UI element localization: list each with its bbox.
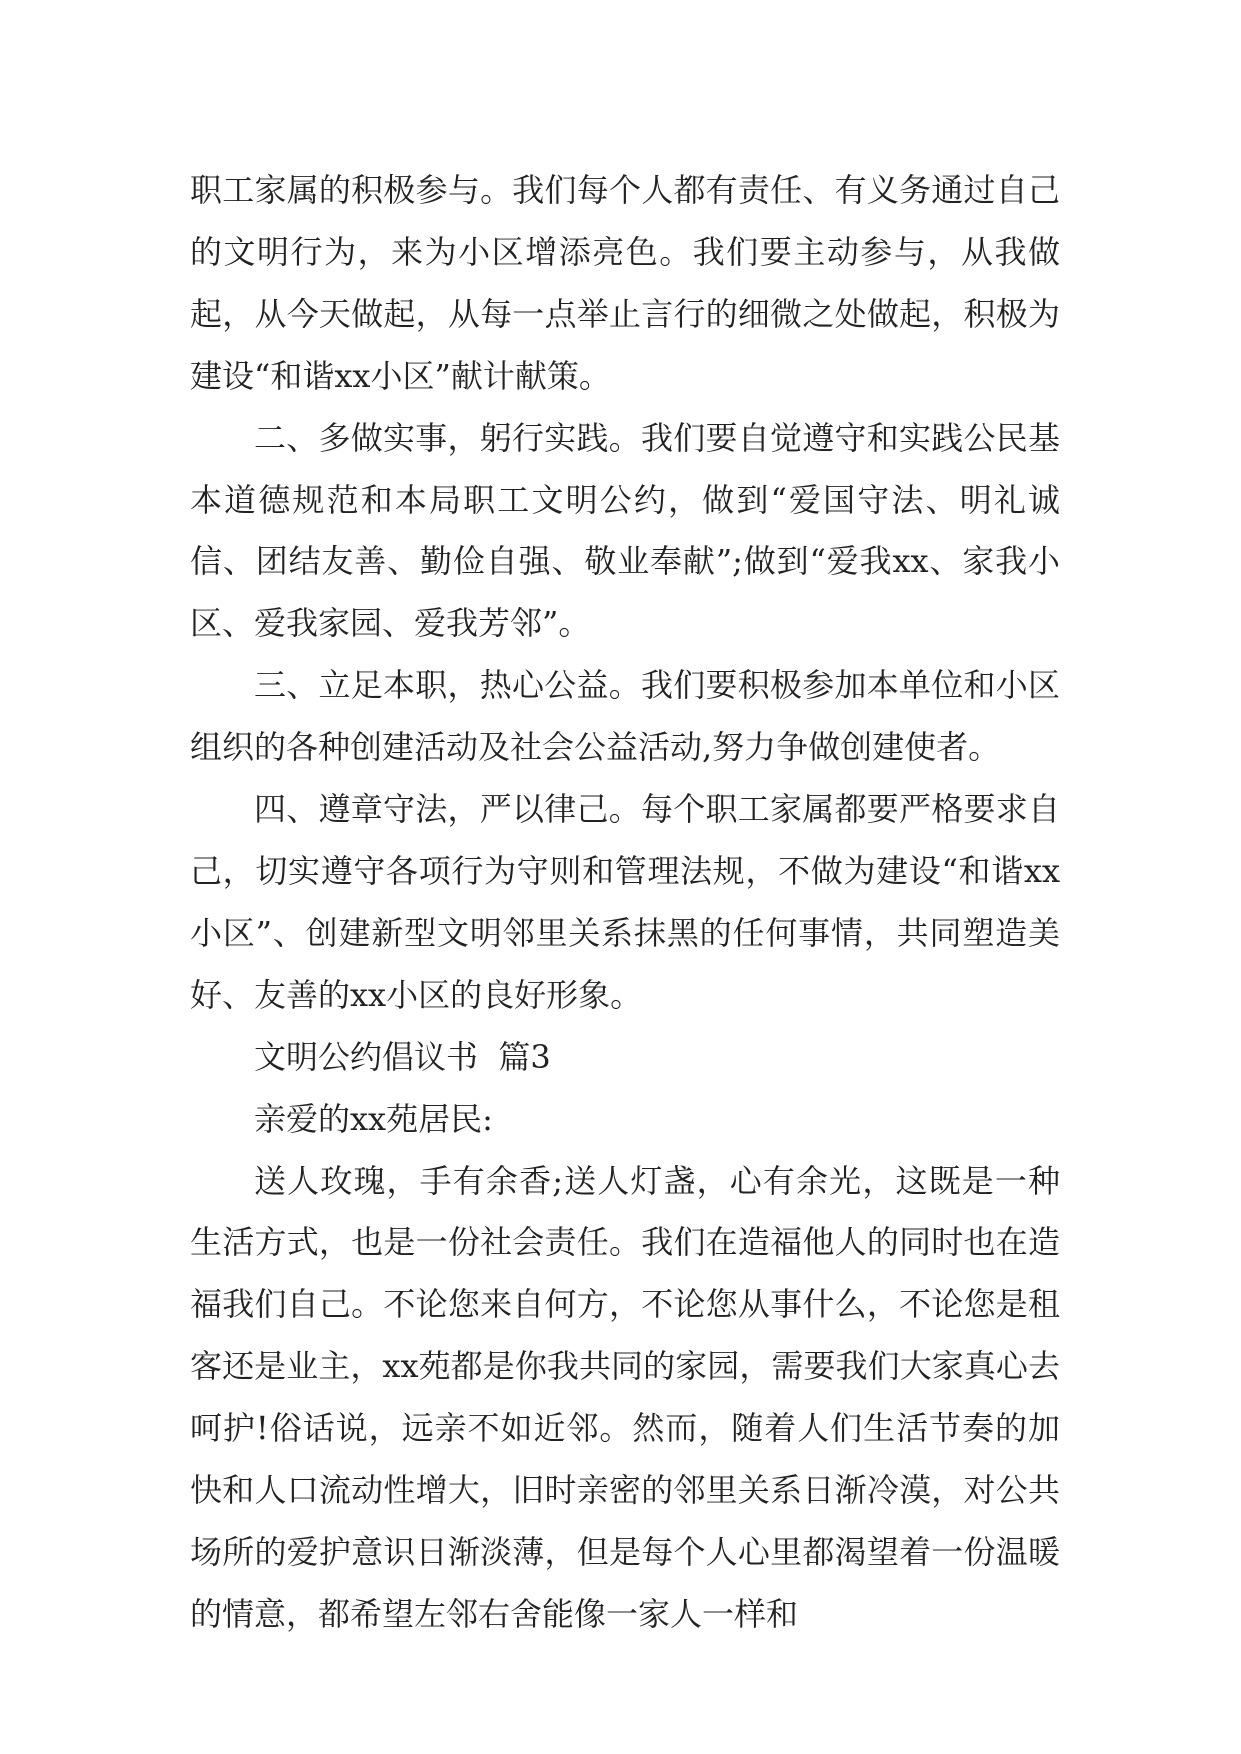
paragraph-item-three: 三、立足本职，热心公益。我们要积极参加本单位和小区组织的各种创建活动及社会公益活动,努力争做创建使者。 [190,666,1060,767]
document-body [190,160,1060,1646]
paragraph-continuation: 职工家属的积极参与。我们每个人都有责任、有义务通过自己的文明行为，来为小区增添亮色。我们要主动参与，从我做起，从今天做起，从每一点举止言行的细微之处做起，积极为建设“和谐xx小区”献计献策。 [190,171,1060,395]
paragraph-letter-body: 送人玫瑰，手有余香;送人灯盏，心有余光，这既是一种生活方式，也是一份社会责任。我们在造福他人的同时也在造福我们自己。不论您来自何方，不论您从事什么，不论您是租客还是业主，xx苑都是你我共同的家园，需要我们大家真心去呵护!俗话说，远亲不如近邻。然而，随着人们生活节奏的加快和人口流动性增大，旧时亲密的邻里关系日渐冷漠，对公共场所的爱护意识日渐淡薄，但是每个人心里都渴望着一份温暖的情意，都希望左邻右舍能像一家人一样和 [190,1161,1060,1633]
paragraph-item-four: 四、遵章守法，严以律己。每个职工家属都要严格要求自己，切实遵守各项行为守则和管理法规，不做为建设“和谐xx小区”、创建新型文明邻里关系抹黑的任何事情，共同塑造美好、友善的xx小区的良好形象。 [190,790,1060,1014]
section-title: 文明公约倡议书 篇3 [254,1037,551,1076]
paragraph-item-two: 二、多做实事，躬行实践。我们要自觉遵守和实践公民基本道德规范和本局职工文明公约，做到“爱国守法、明礼诚信、团结友善、勤俭自强、敬业奉献”;做到“爱我xx、家我小区、爱我家园、爱我芳邻”。 [190,418,1060,643]
salutation: 亲爱的xx苑居民: [254,1099,493,1138]
